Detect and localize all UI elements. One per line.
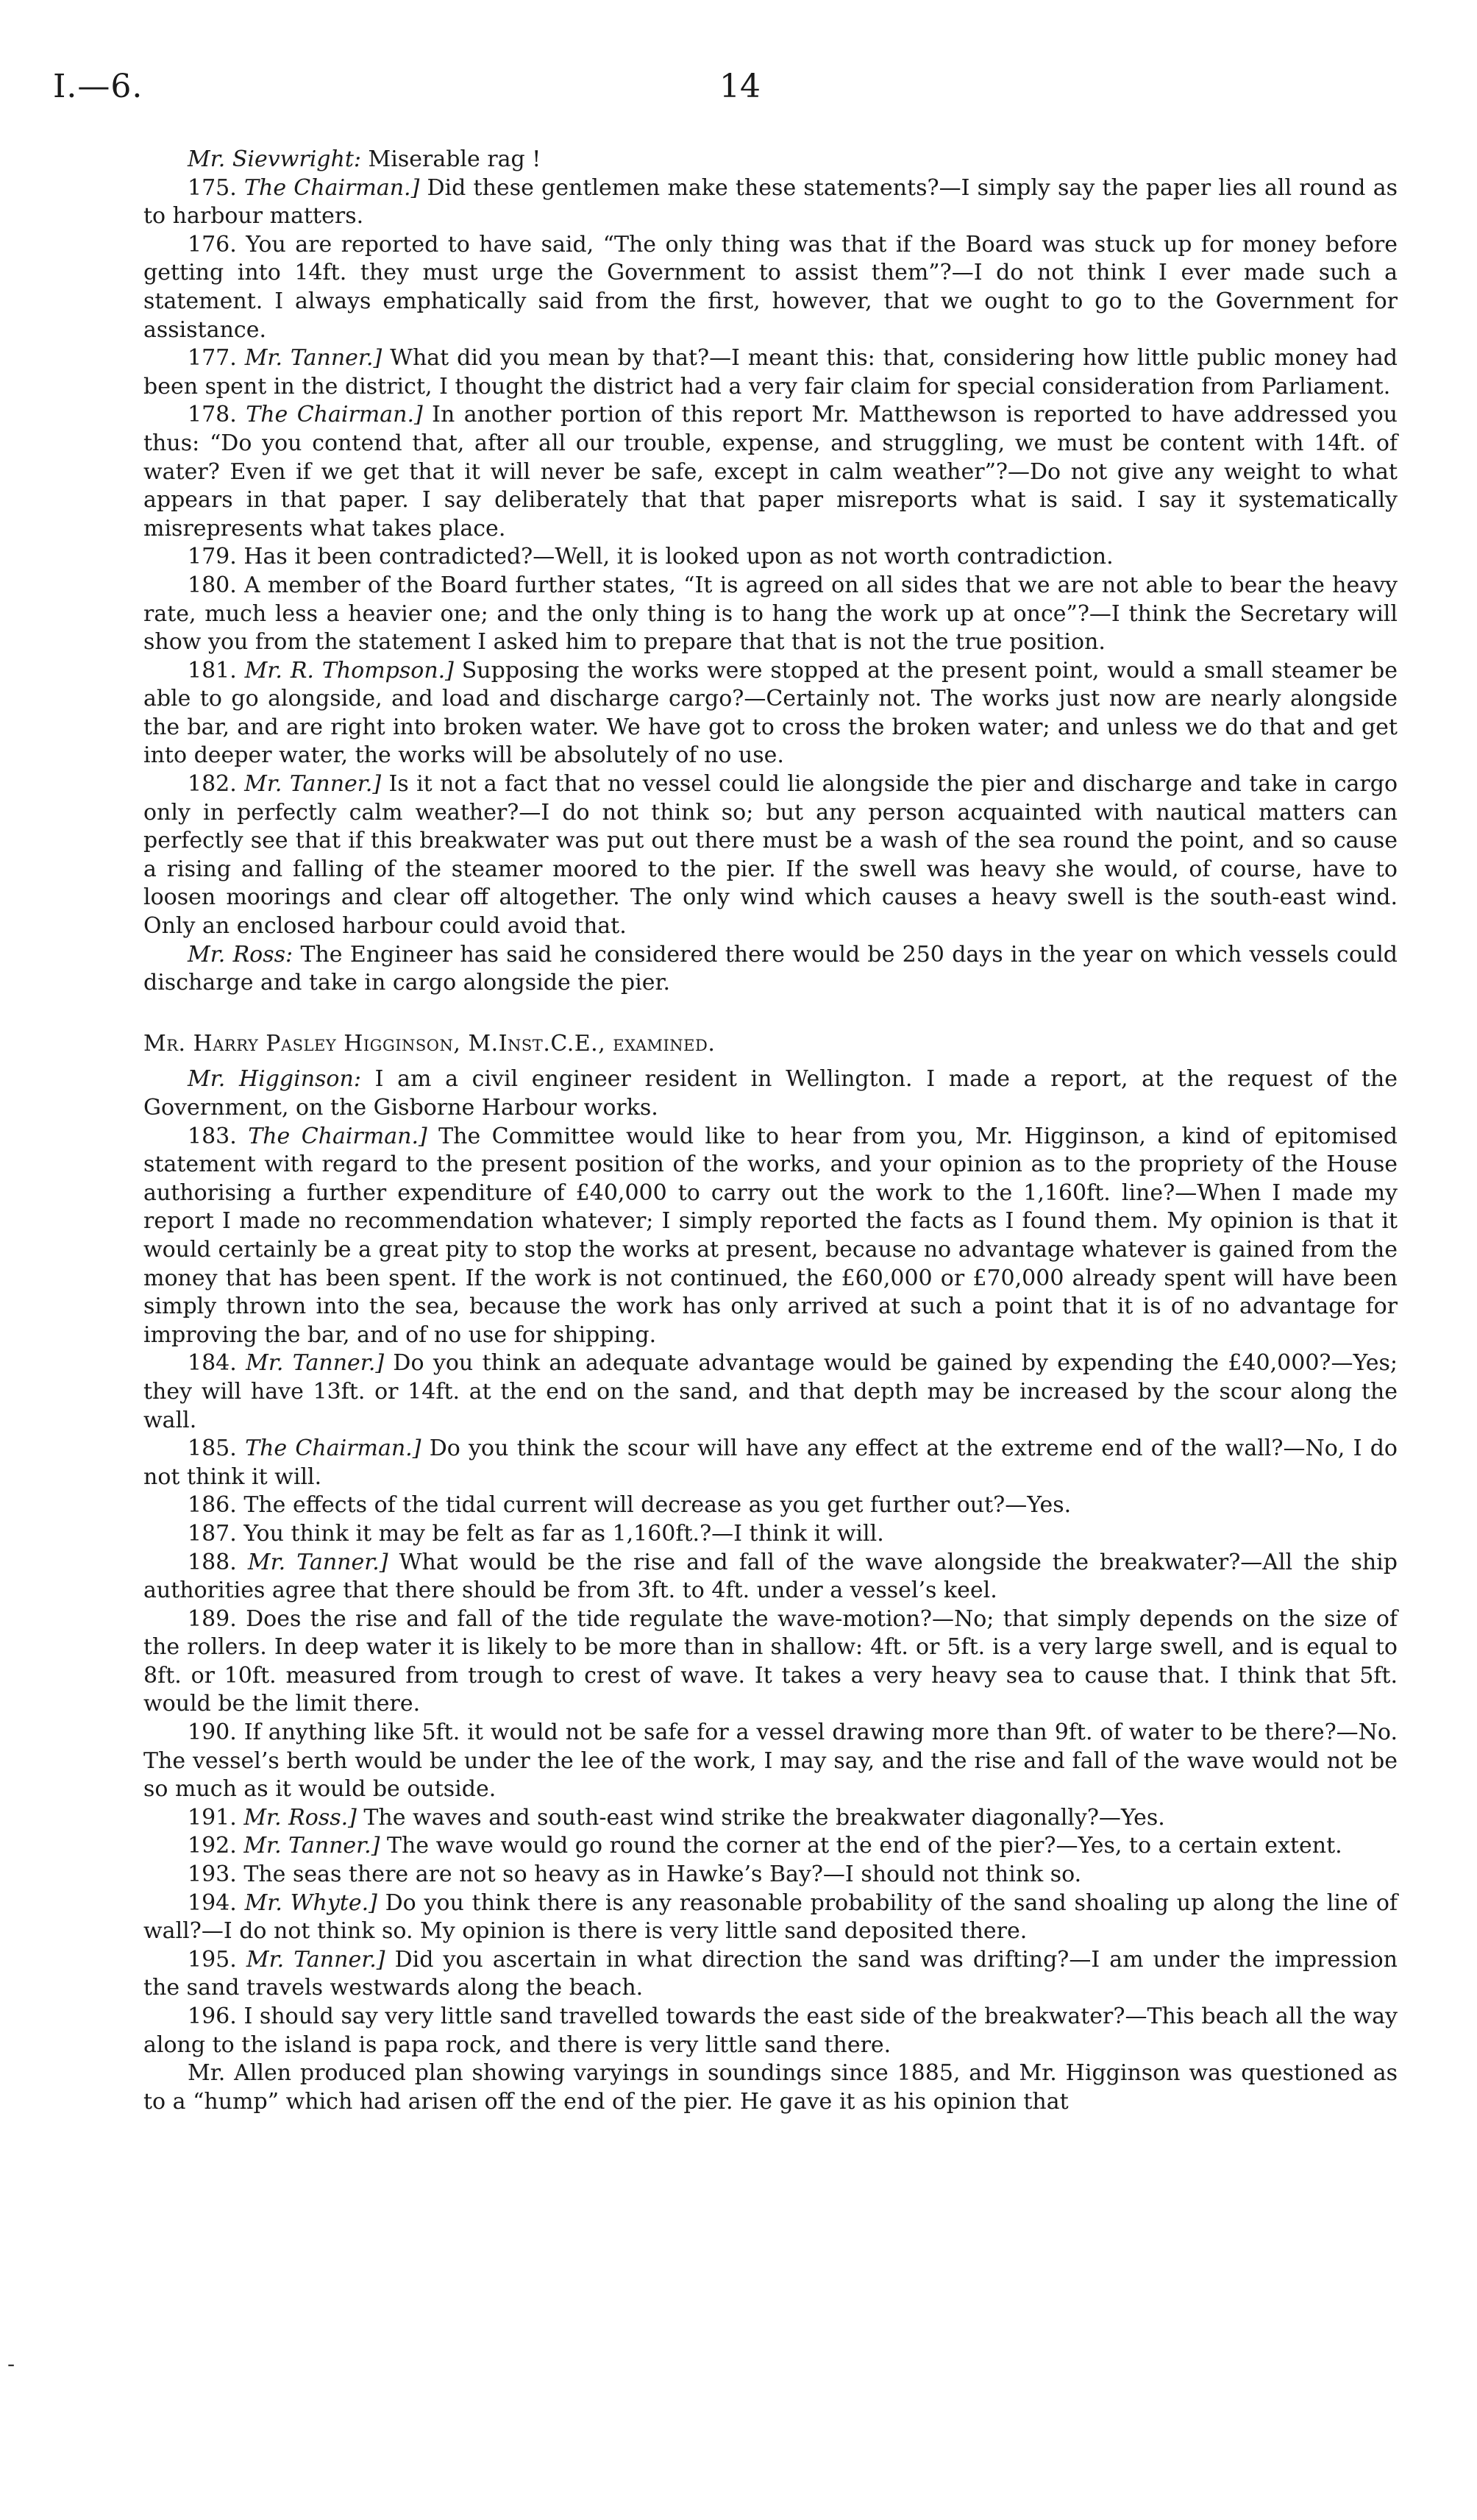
question-number: 181. (188, 657, 237, 684)
question-number: 193. (188, 1861, 237, 1888)
paragraph-text: You think it may be felt as far as 1,160ft.?—I think it will. (243, 1520, 884, 1547)
paragraph (143, 1549, 1398, 1605)
speaker-name: Mr. Tanner.] (244, 345, 382, 372)
question-number: 179. (188, 544, 237, 570)
paragraph-text: What would be the rise and fall of the wave alongside the breakwater?—All the ship authorities agree that there should be from 3ft. to 4ft. under a vessel’s keel. (143, 1549, 1398, 1604)
paragraph (143, 344, 1398, 401)
paragraph (143, 1804, 1398, 1833)
speaker-name: Mr. Tanner.] (246, 1946, 385, 1973)
question-number: 175. (188, 174, 237, 201)
paragraph (143, 941, 1398, 998)
paragraph (143, 1123, 1398, 1350)
speaker-name: Mr. Ross: (188, 941, 293, 968)
question-number: 187. (188, 1520, 237, 1547)
paragraph-text: Did you ascertain in what direction the sand was drifting?—I am under the impression the sand travels westwards along the beach. (143, 1946, 1398, 2001)
paragraph (143, 1491, 1398, 1520)
paragraph (143, 543, 1398, 572)
paragraph (143, 1435, 1398, 1491)
paragraph-text: Miserable rag ! (361, 146, 541, 172)
paragraph-text: The effects of the tidal current will decrease as you get further out?—Yes. (243, 1492, 1072, 1519)
paragraph (143, 1605, 1398, 1719)
question-number: 191. (188, 1804, 237, 1831)
speaker-name: The Chairman.] (248, 1123, 427, 1149)
paragraph (143, 2003, 1398, 2059)
paragraph (143, 1946, 1398, 2003)
question-number: 182. (188, 771, 237, 798)
paragraph-text: Is it not a fact that no vessel could lie alongside the pier and discharge and take in cargo only in perfectly calm weather?—I do not think so; but any person acquainted with nautical matters can perfectly see that if this breakwater was put out there must be a wash of the sea round the point, and so cause a rising and falling of the steamer moored to the pier. If the swell was heavy she would, of course, have to loosen moorings and clear off altogether. The only wind which causes a heavy swell is the south-east wind. Only an enclosed harbour could avoid that. (143, 771, 1398, 940)
paragraph-text: The Engineer has said he considered there would be 250 days in the year on which vessels could discharge and take in cargo alongside the pier. (143, 941, 1398, 996)
paragraph-text: The Committee would like to hear from you, Mr. Higginson, a kind of epitomised statement with regard to the present position of the works, and your opinion as to the propriety of the House authorising a further expenditure of £40,000 to carry out the work to the 1,160ft. line?—When I made my report I made no recommendation whatever; I simply reported the facts as I found them. My opinion is that it would certainly be a great pity to stop the works at present, because no advantage whatever is gained from the money that has been spent. If the work is not continued, the £60,000 or £70,000 already spent will have been simply thrown into the sea, because the work has only arrived at such a point that it is of no advantage for improving the bar, and of no use for shipping. (143, 1123, 1398, 1348)
question-number: 195. (188, 1946, 237, 1973)
paragraph-text: The wave would go round the corner at the end of the pier?—Yes, to a certain extent. (380, 1833, 1342, 1859)
question-number: 178. (188, 402, 237, 428)
question-number: 194. (188, 1889, 237, 1916)
question-number: 186. (188, 1492, 237, 1519)
speaker-name: Mr. R. Thompson.] (244, 657, 454, 684)
paragraph-text: Do you think an adequate advantage would be gained by expending the £40,000?—Yes; they will have 13ft. or 14ft. at the end on the sand, and that depth may be increased by the scour along the wall. (143, 1350, 1398, 1433)
question-number: 196. (188, 2003, 237, 2029)
paragraph (143, 657, 1398, 770)
series-reference: I.—6. (53, 68, 143, 105)
question-number: 190. (188, 1719, 237, 1746)
paragraph (143, 1832, 1398, 1861)
paragraph (143, 1889, 1398, 1946)
question-number: 188. (188, 1549, 237, 1575)
paragraph (143, 1861, 1398, 1889)
paragraph-text: You are reported to have said, “The only thing was that if the Board was stuck up for money before getting into 14ft. they must urge the Government to assist them”?—I do not think I ever made such a statement. I always emphatically said from the first, however, that we ought to go to the Government for assistance. (143, 231, 1398, 343)
question-number: 184. (188, 1350, 237, 1377)
paragraph (143, 231, 1398, 344)
paragraph-text: In another portion of this report Mr. Matthewson is reported to have addressed you thus: “Do you contend that, after all our trouble, expense, and struggling, we must be content with 14ft. of water? Even if we get that it will never be safe, except in calm weather”?—Do not give any weight to what appears in that paper. I say deliberately that that paper misreports what is said. I say it systematically misrepresents what takes place. (143, 402, 1398, 542)
question-number: 189. (188, 1605, 237, 1632)
paragraph-text: Do you think there is any reasonable probability of the sand shoaling up along the line of wall?—I do not think so. My opinion is there is very little sand deposited there. (143, 1889, 1398, 1945)
paragraph (143, 2059, 1398, 2116)
paragraph-text: I am a civil engineer resident in Wellington. I made a report, at the request of the Government, on the Gisborne Harbour works. (143, 1066, 1398, 1121)
page-number: 14 (719, 68, 761, 105)
paragraph-text: If anything like 5ft. it would not be safe for a vessel drawing more than 9ft. of water to be there?—No. The vessel’s berth would be under the lee of the work, I may say, and the rise and fall of the wave would not be so much as it would be outside. (143, 1719, 1398, 1803)
heading-text: Mr. Harry Pasley Higginson, M.Inst.C.E., examined. (143, 1030, 716, 1057)
paragraph (143, 146, 1398, 174)
paragraph-text: What did you mean by that?—I meant this: that, considering how little public money had been spent in the district, I thought the district had a very fair claim for special consideration from Parliament. (143, 345, 1398, 400)
question-number: 192. (188, 1833, 237, 1859)
paragraph (143, 1065, 1398, 1122)
paragraph-text: Does the rise and fall of the tide regulate the wave-motion?—No; that simply depends on the size of the rollers. In deep water it is likely to be more than in shallow: 4ft. or 5ft. is a very large swell, and is equal to 8ft. or 10ft. measured from trough to crest of wave. It takes a very heavy sea to cause that. I think that 5ft. would be the limit there. (143, 1605, 1398, 1717)
paragraph-text: A member of the Board further states, “It is agreed on all sides that we are not able to bear the heavy rate, much less a heavier one; and the only thing is to hang the work up at once”?—I think the Secretary will show you from the statement I asked him to prepare that that is not the true position. (143, 572, 1398, 656)
paragraph-text: I should say very little sand travelled towards the east side of the breakwater?—This beach all the way along to the island is papa rock, and there is very little sand there. (143, 2003, 1398, 2058)
speaker-name: Mr. Sievwright: (188, 146, 361, 172)
paragraph (143, 1349, 1398, 1435)
paragraph-text: The waves and south-east wind strike the breakwater diagonally?—Yes. (356, 1804, 1165, 1831)
speaker-name: Mr. Higginson: (188, 1066, 361, 1093)
body-text (143, 146, 1398, 2116)
paragraph-text: Did these gentlemen make these statements?—I simply say the paper lies all round as to harbour matters. (143, 174, 1398, 230)
paragraph (143, 770, 1398, 941)
paragraph (143, 572, 1398, 657)
speaker-name: Mr. Tanner.] (247, 1549, 388, 1575)
speaker-name: The Chairman.] (244, 174, 420, 201)
paragraph-text: The seas there are not so heavy as in Hawke’s Bay?—I should not think so. (243, 1861, 1082, 1888)
question-number: 183. (188, 1123, 237, 1149)
question-number: 177. (188, 345, 237, 372)
paragraph (143, 1520, 1398, 1549)
speaker-name: Mr. Tanner.] (243, 1833, 380, 1859)
speaker-name: Mr. Ross.] (243, 1804, 357, 1831)
margin-mark: - (7, 2352, 15, 2377)
section-heading (143, 1030, 1398, 1059)
question-number: 180. (188, 572, 237, 598)
paragraph-text: Mr. Allen produced plan showing varyings in soundings since 1885, and Mr. Higginson was questioned as to a “hump” which had arisen off the end of the pier. He gave it as his opinion that (143, 2060, 1398, 2115)
speaker-name: The Chairman.] (245, 1435, 421, 1462)
paragraph-text: Do you think the scour will have any effect at the extreme end of the wall?—No, I do not think it will. (143, 1435, 1398, 1490)
paragraph (143, 174, 1398, 231)
speaker-name: Mr. Tanner.] (246, 1350, 385, 1377)
speaker-name: The Chairman.] (246, 402, 423, 428)
speaker-name: Mr. Tanner.] (244, 771, 382, 798)
speaker-name: Mr. Whyte.] (244, 1889, 377, 1916)
question-number: 176. (188, 231, 237, 258)
paragraph (143, 401, 1398, 543)
paragraph (143, 1719, 1398, 1804)
paragraph-text: Supposing the works were stopped at the present point, would a small steamer be able to go alongside, and load and discharge cargo?—Certainly not. The works just now are nearly alongside the bar, and are right into broken water. We have got to cross the broken water; and unless we do that and get into deeper water, the works will be absolutely of no use. (143, 657, 1398, 769)
paragraph-text: Has it been contradicted?—Well, it is looked upon as not worth contradiction. (243, 544, 1114, 570)
question-number: 185. (188, 1435, 237, 1462)
